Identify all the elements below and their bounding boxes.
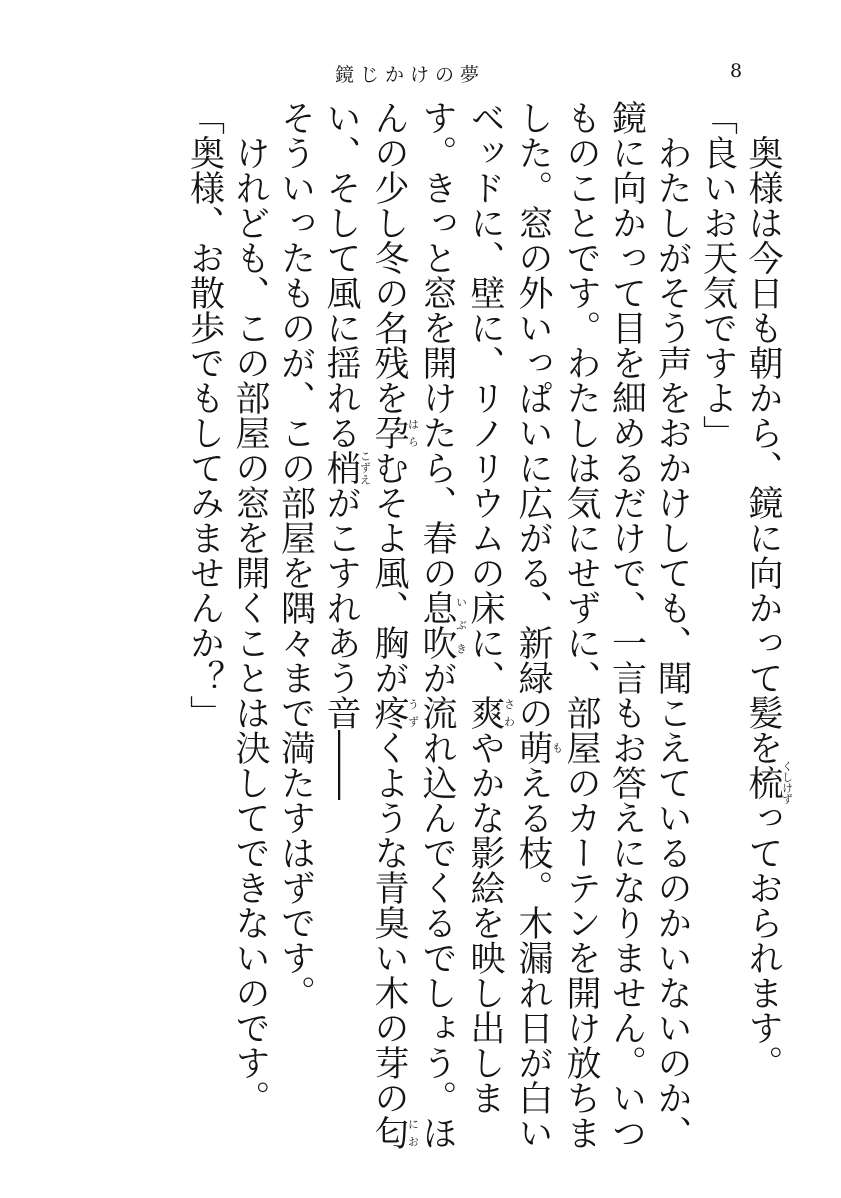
paragraph bbox=[740, 100, 794, 1160]
ruby-base: 梳 bbox=[743, 760, 783, 805]
ruby-base: 匂 bbox=[369, 1115, 409, 1150]
ruby-reading: うず bbox=[406, 695, 420, 730]
ruby-base: 梢 bbox=[321, 450, 361, 485]
ruby-base: 爽 bbox=[465, 695, 505, 730]
text-run: が流れ込んでくるでしょう。ほんの少し冬の名残を bbox=[369, 100, 457, 1150]
ruby-reading: くしけず bbox=[780, 760, 794, 805]
ruby-base: 疼 bbox=[369, 695, 409, 730]
running-head bbox=[0, 60, 841, 90]
paragraph bbox=[272, 100, 318, 1160]
text-run: 「奥様、お散歩でもしてみませんか？」 bbox=[184, 100, 225, 730]
text-run: える枝。木漏れ日が白いベッドに、壁に、リノリウムの床に、 bbox=[465, 100, 553, 1150]
paragraph bbox=[227, 100, 273, 1160]
ruby-base: 萌 bbox=[513, 730, 553, 765]
ruby-reading: はら bbox=[406, 415, 420, 450]
ruby-annotation bbox=[369, 1115, 420, 1150]
text-run: 奥様は今日も朝から、鏡に向かって髪を bbox=[743, 100, 783, 765]
body-text bbox=[181, 100, 793, 1160]
ruby-reading: にお bbox=[406, 1115, 420, 1150]
ruby-reading: こずえ bbox=[358, 450, 372, 485]
ruby-annotation bbox=[369, 695, 420, 730]
ruby-annotation bbox=[417, 590, 468, 660]
paragraph bbox=[694, 100, 740, 1160]
ruby-annotation bbox=[369, 415, 420, 450]
text-run: くような青臭い木の芽の bbox=[369, 730, 409, 1115]
book-title: 鏡じかけの夢 bbox=[334, 64, 485, 86]
text-run: っておられます。 bbox=[743, 800, 783, 1080]
ruby-annotation bbox=[513, 730, 564, 765]
paragraph bbox=[181, 100, 227, 1160]
text-run: 「良いお天気ですよ」 bbox=[697, 100, 738, 450]
text-run: やかな影絵を映し出します。きっと窓を開けたら、春の bbox=[417, 100, 505, 1115]
text-run: むそよ風、胸が bbox=[369, 450, 409, 695]
paragraph bbox=[318, 100, 695, 1160]
page-number: 8 bbox=[730, 60, 743, 82]
ruby-base: 息吹 bbox=[417, 590, 457, 660]
text-run: そういったものが、この部屋を隅々まで満たすはずです。 bbox=[275, 100, 316, 1010]
text-run: けれども、この部屋の窓を開くことは決してできないのです。 bbox=[230, 100, 270, 1115]
ruby-annotation bbox=[743, 760, 794, 805]
ruby-reading: さわ bbox=[502, 695, 516, 730]
text-run: い、そして風に揺れる bbox=[321, 100, 361, 450]
ruby-annotation bbox=[321, 450, 372, 485]
text-run: わたしがそう声をおかけしても、聞こえているのかいないのか、鏡に向かって目を細めるだけで、一言もお答えになりません。いつものことです。わたしは気にせずに、部屋のカーテンを開け放ちました。窓の外いっぱいに広がる、新緑の bbox=[513, 100, 692, 1150]
ruby-reading: いぶき bbox=[454, 590, 468, 660]
ruby-annotation bbox=[465, 695, 516, 730]
text-run: がこすれあう音―― bbox=[321, 485, 361, 800]
ruby-reading: も bbox=[550, 730, 564, 765]
ruby-base: 孕 bbox=[369, 415, 409, 450]
